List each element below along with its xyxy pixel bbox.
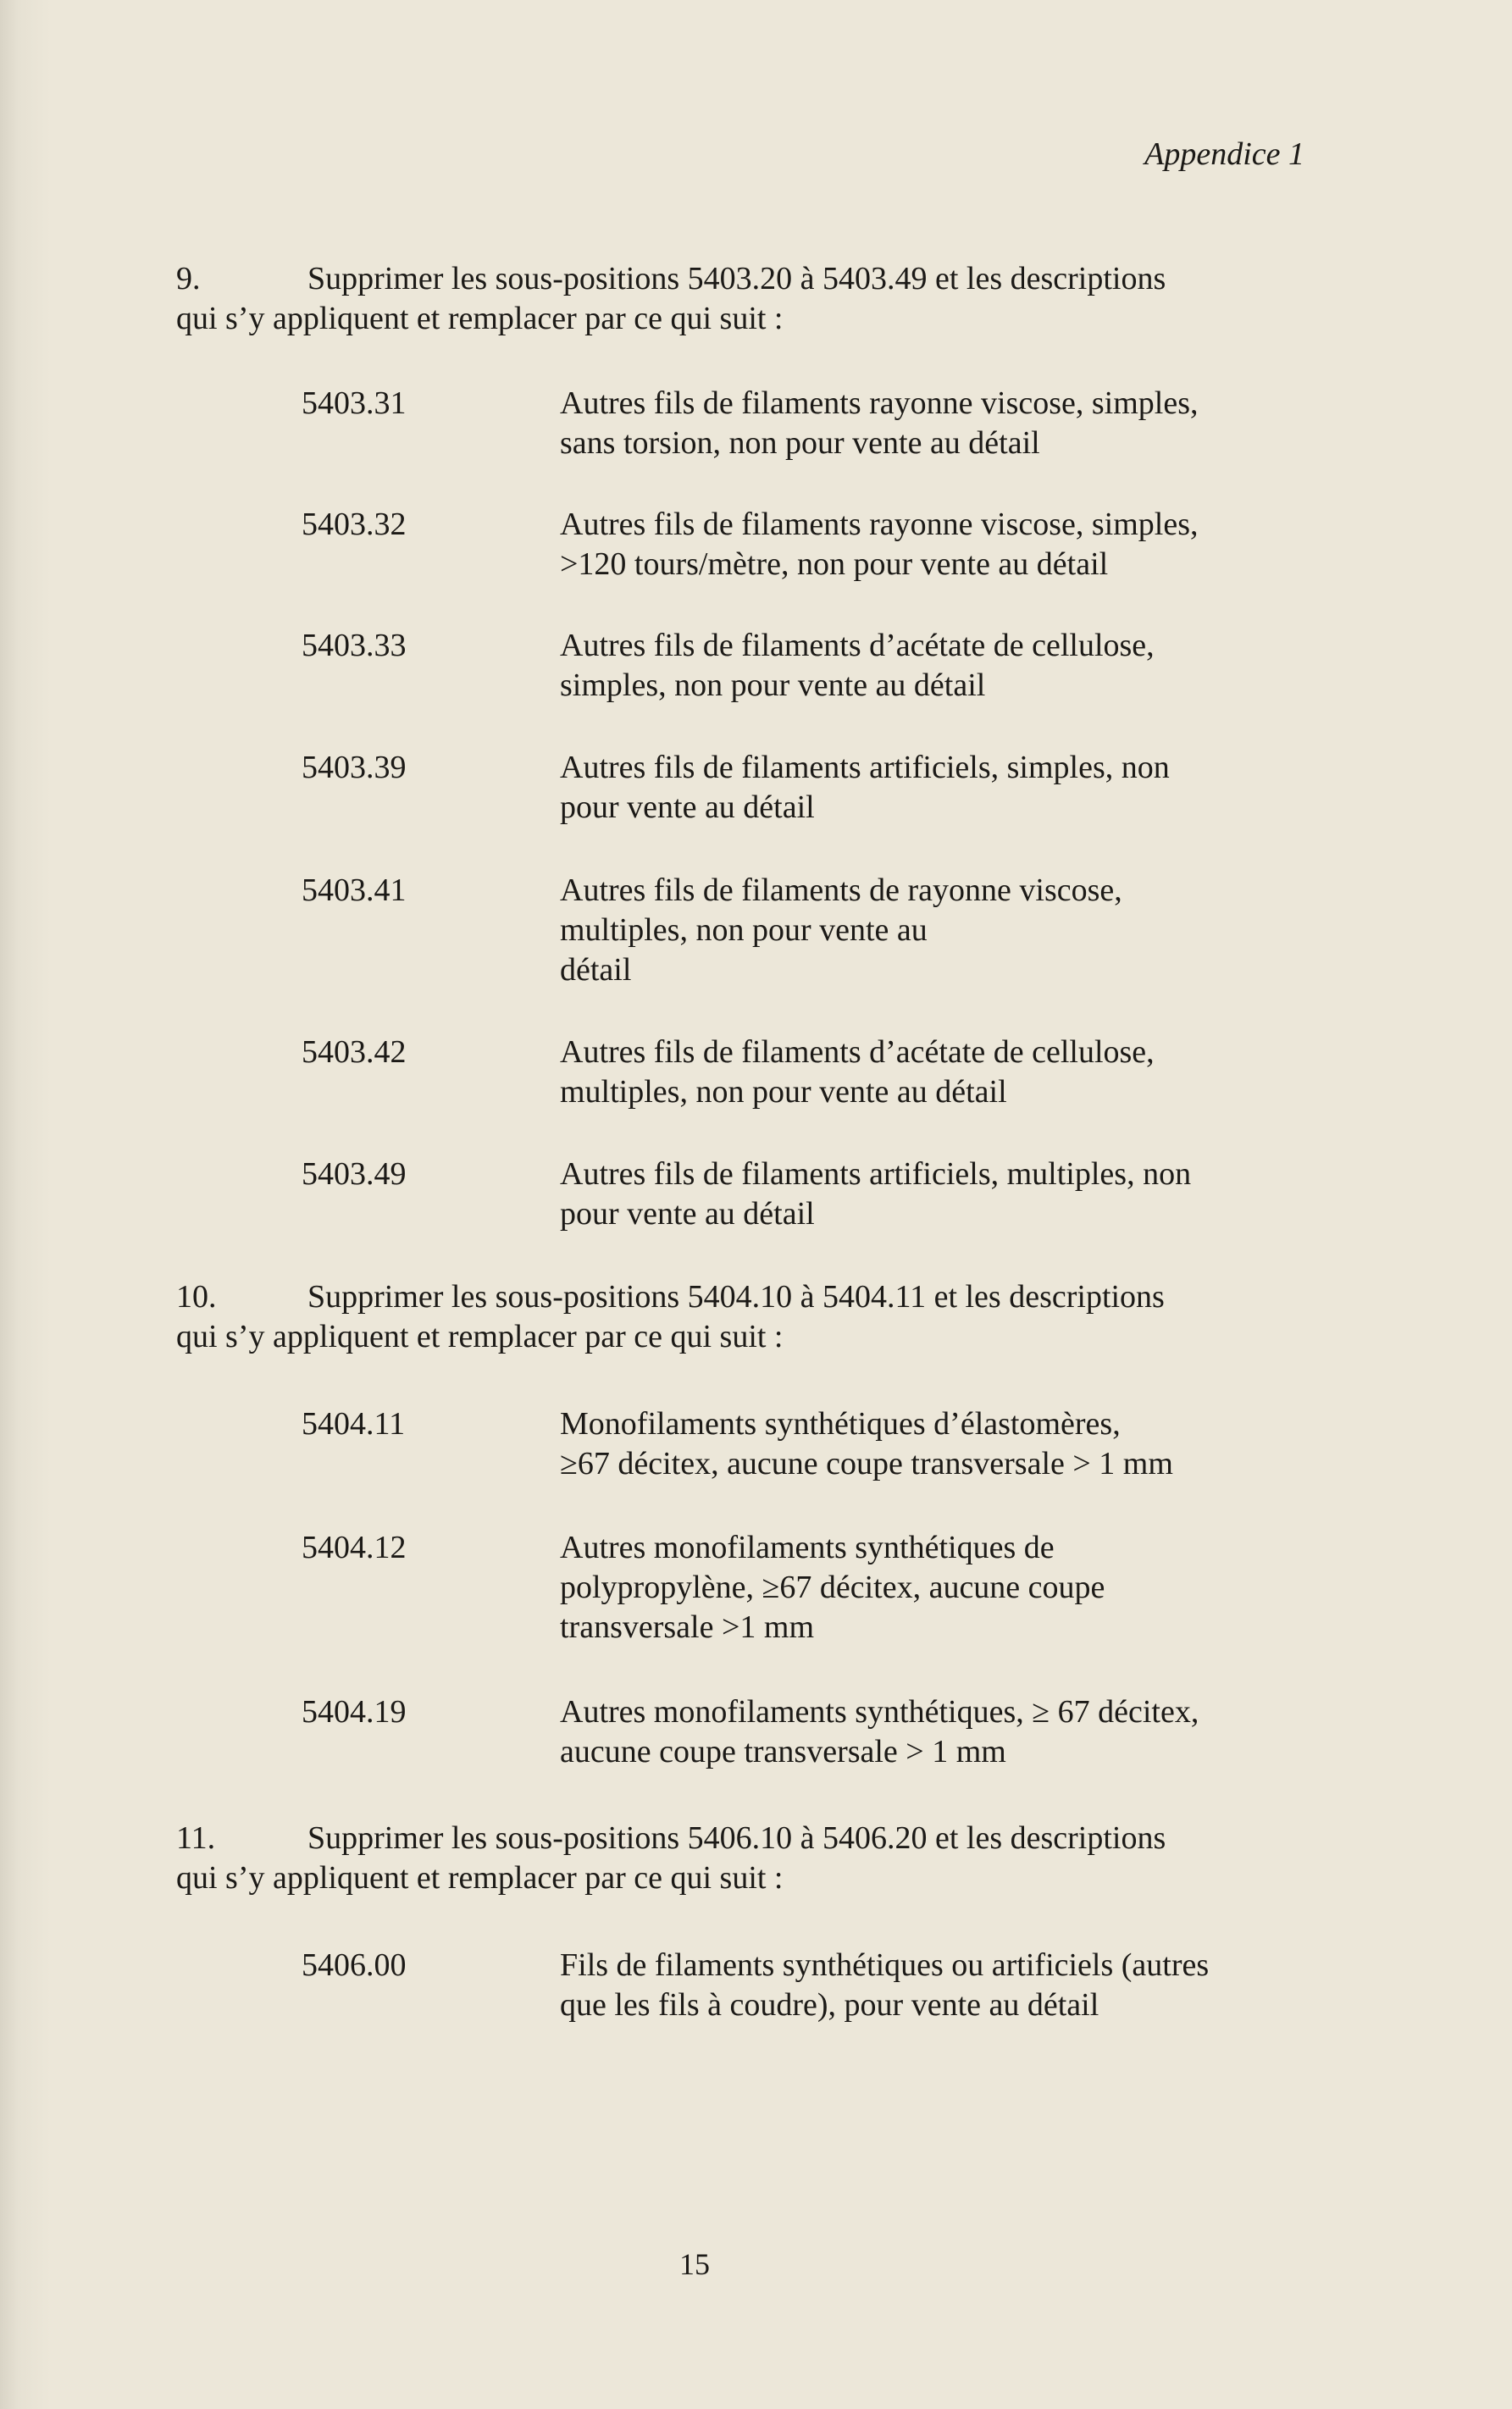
subheading-code: 5403.39	[302, 750, 407, 785]
description-line: multiples, non pour vente au	[560, 912, 928, 948]
entry-description	[560, 1692, 1288, 1772]
section-number: 9.	[176, 261, 201, 296]
instruction-line: qui s’y appliquent et remplacer par ce qui suit :	[176, 1319, 784, 1354]
description-line: simples, non pour vente au détail	[560, 667, 986, 703]
instruction-line: Supprimer les sous-positions 5404.10 à 5404.11 et les descriptions	[307, 1279, 1165, 1315]
instruction-line: qui s’y appliquent et remplacer par ce qui suit :	[176, 1860, 784, 1896]
description-line: aucune coupe transversale > 1 mm	[560, 1734, 1006, 1769]
subheading-code: 5403.31	[302, 385, 407, 421]
section-instruction	[176, 1277, 1294, 1357]
description-line: Autres fils de filaments artificiels, multiples, non	[560, 1156, 1192, 1192]
description-line: transversale >1 mm	[560, 1609, 815, 1645]
description-line: Autres fils de filaments d’acétate de cellulose,	[560, 1034, 1155, 1070]
entry-description	[560, 1033, 1288, 1112]
subheading-code: 5403.42	[302, 1034, 407, 1070]
description-line: Autres fils de filaments rayonne viscose, simples,	[560, 507, 1199, 542]
entry-description	[560, 1155, 1288, 1234]
description-line: Autres fils de filaments artificiels, simples, non	[560, 750, 1170, 785]
description-line: ≥67 décitex, aucune coupe transversale > 1 mm	[560, 1446, 1173, 1481]
section-11	[176, 1819, 1294, 2023]
subheading-code: 5404.11	[302, 1406, 406, 1442]
subheading-code: 5404.12	[302, 1530, 407, 1565]
instruction-line: Supprimer les sous-positions 5403.20 à 5403.49 et les descriptions	[307, 261, 1166, 296]
entry-description	[560, 871, 1288, 990]
description-line: que les fils à coudre), pour vente au détail	[560, 1987, 1099, 2023]
description-line: Monofilaments synthétiques d’élastomères,	[560, 1406, 1121, 1442]
section-number: 10.	[176, 1279, 217, 1315]
entry-description	[560, 1946, 1288, 2025]
instruction-line: Supprimer les sous-positions 5406.10 à 5406.20 et les descriptions	[307, 1820, 1166, 1856]
section-number: 11.	[176, 1820, 216, 1856]
subheading-code: 5404.19	[302, 1694, 407, 1730]
subheading-code: 5403.41	[302, 872, 407, 908]
section-9	[176, 259, 1294, 1232]
page-number: 15	[679, 2247, 710, 2281]
description-line: Autres fils de filaments rayonne viscose, simples,	[560, 385, 1199, 421]
description-line: Autres fils de filaments d’acétate de cellulose,	[560, 628, 1155, 663]
subheading-code: 5406.00	[302, 1947, 407, 1983]
subheading-code: 5403.32	[302, 507, 407, 542]
entry-description	[560, 748, 1288, 828]
description-line: Autres fils de filaments de rayonne viscose,	[560, 872, 1122, 908]
description-line: polypropylène, ≥67 décitex, aucune coupe	[560, 1570, 1105, 1605]
entry-description	[560, 505, 1288, 584]
description-line: Fils de filaments synthétiques ou artificiels (autres	[560, 1947, 1210, 1983]
description-line: multiples, non pour vente au détail	[560, 1074, 1007, 1110]
section-instruction	[176, 259, 1294, 339]
running-head: Appendice 1	[1144, 136, 1304, 172]
entry-description	[560, 626, 1288, 706]
description-line: détail	[560, 952, 632, 988]
description-line: pour vente au détail	[560, 789, 815, 825]
entry-description	[560, 384, 1288, 463]
instruction-line: qui s’y appliquent et remplacer par ce qui suit :	[176, 301, 784, 336]
description-line: >120 tours/mètre, non pour vente au détail	[560, 546, 1109, 582]
description-line: pour vente au détail	[560, 1196, 815, 1232]
description-line: sans torsion, non pour vente au détail	[560, 425, 1040, 461]
section-instruction	[176, 1819, 1294, 1898]
subheading-code: 5403.33	[302, 628, 407, 663]
entry-description	[560, 1404, 1288, 1484]
entry-description	[560, 1528, 1288, 1648]
section-10	[176, 1277, 1294, 1769]
description-line: Autres monofilaments synthétiques, ≥ 67 décitex,	[560, 1694, 1199, 1730]
subheading-code: 5403.49	[302, 1156, 407, 1192]
description-line: Autres monofilaments synthétiques de	[560, 1530, 1055, 1565]
